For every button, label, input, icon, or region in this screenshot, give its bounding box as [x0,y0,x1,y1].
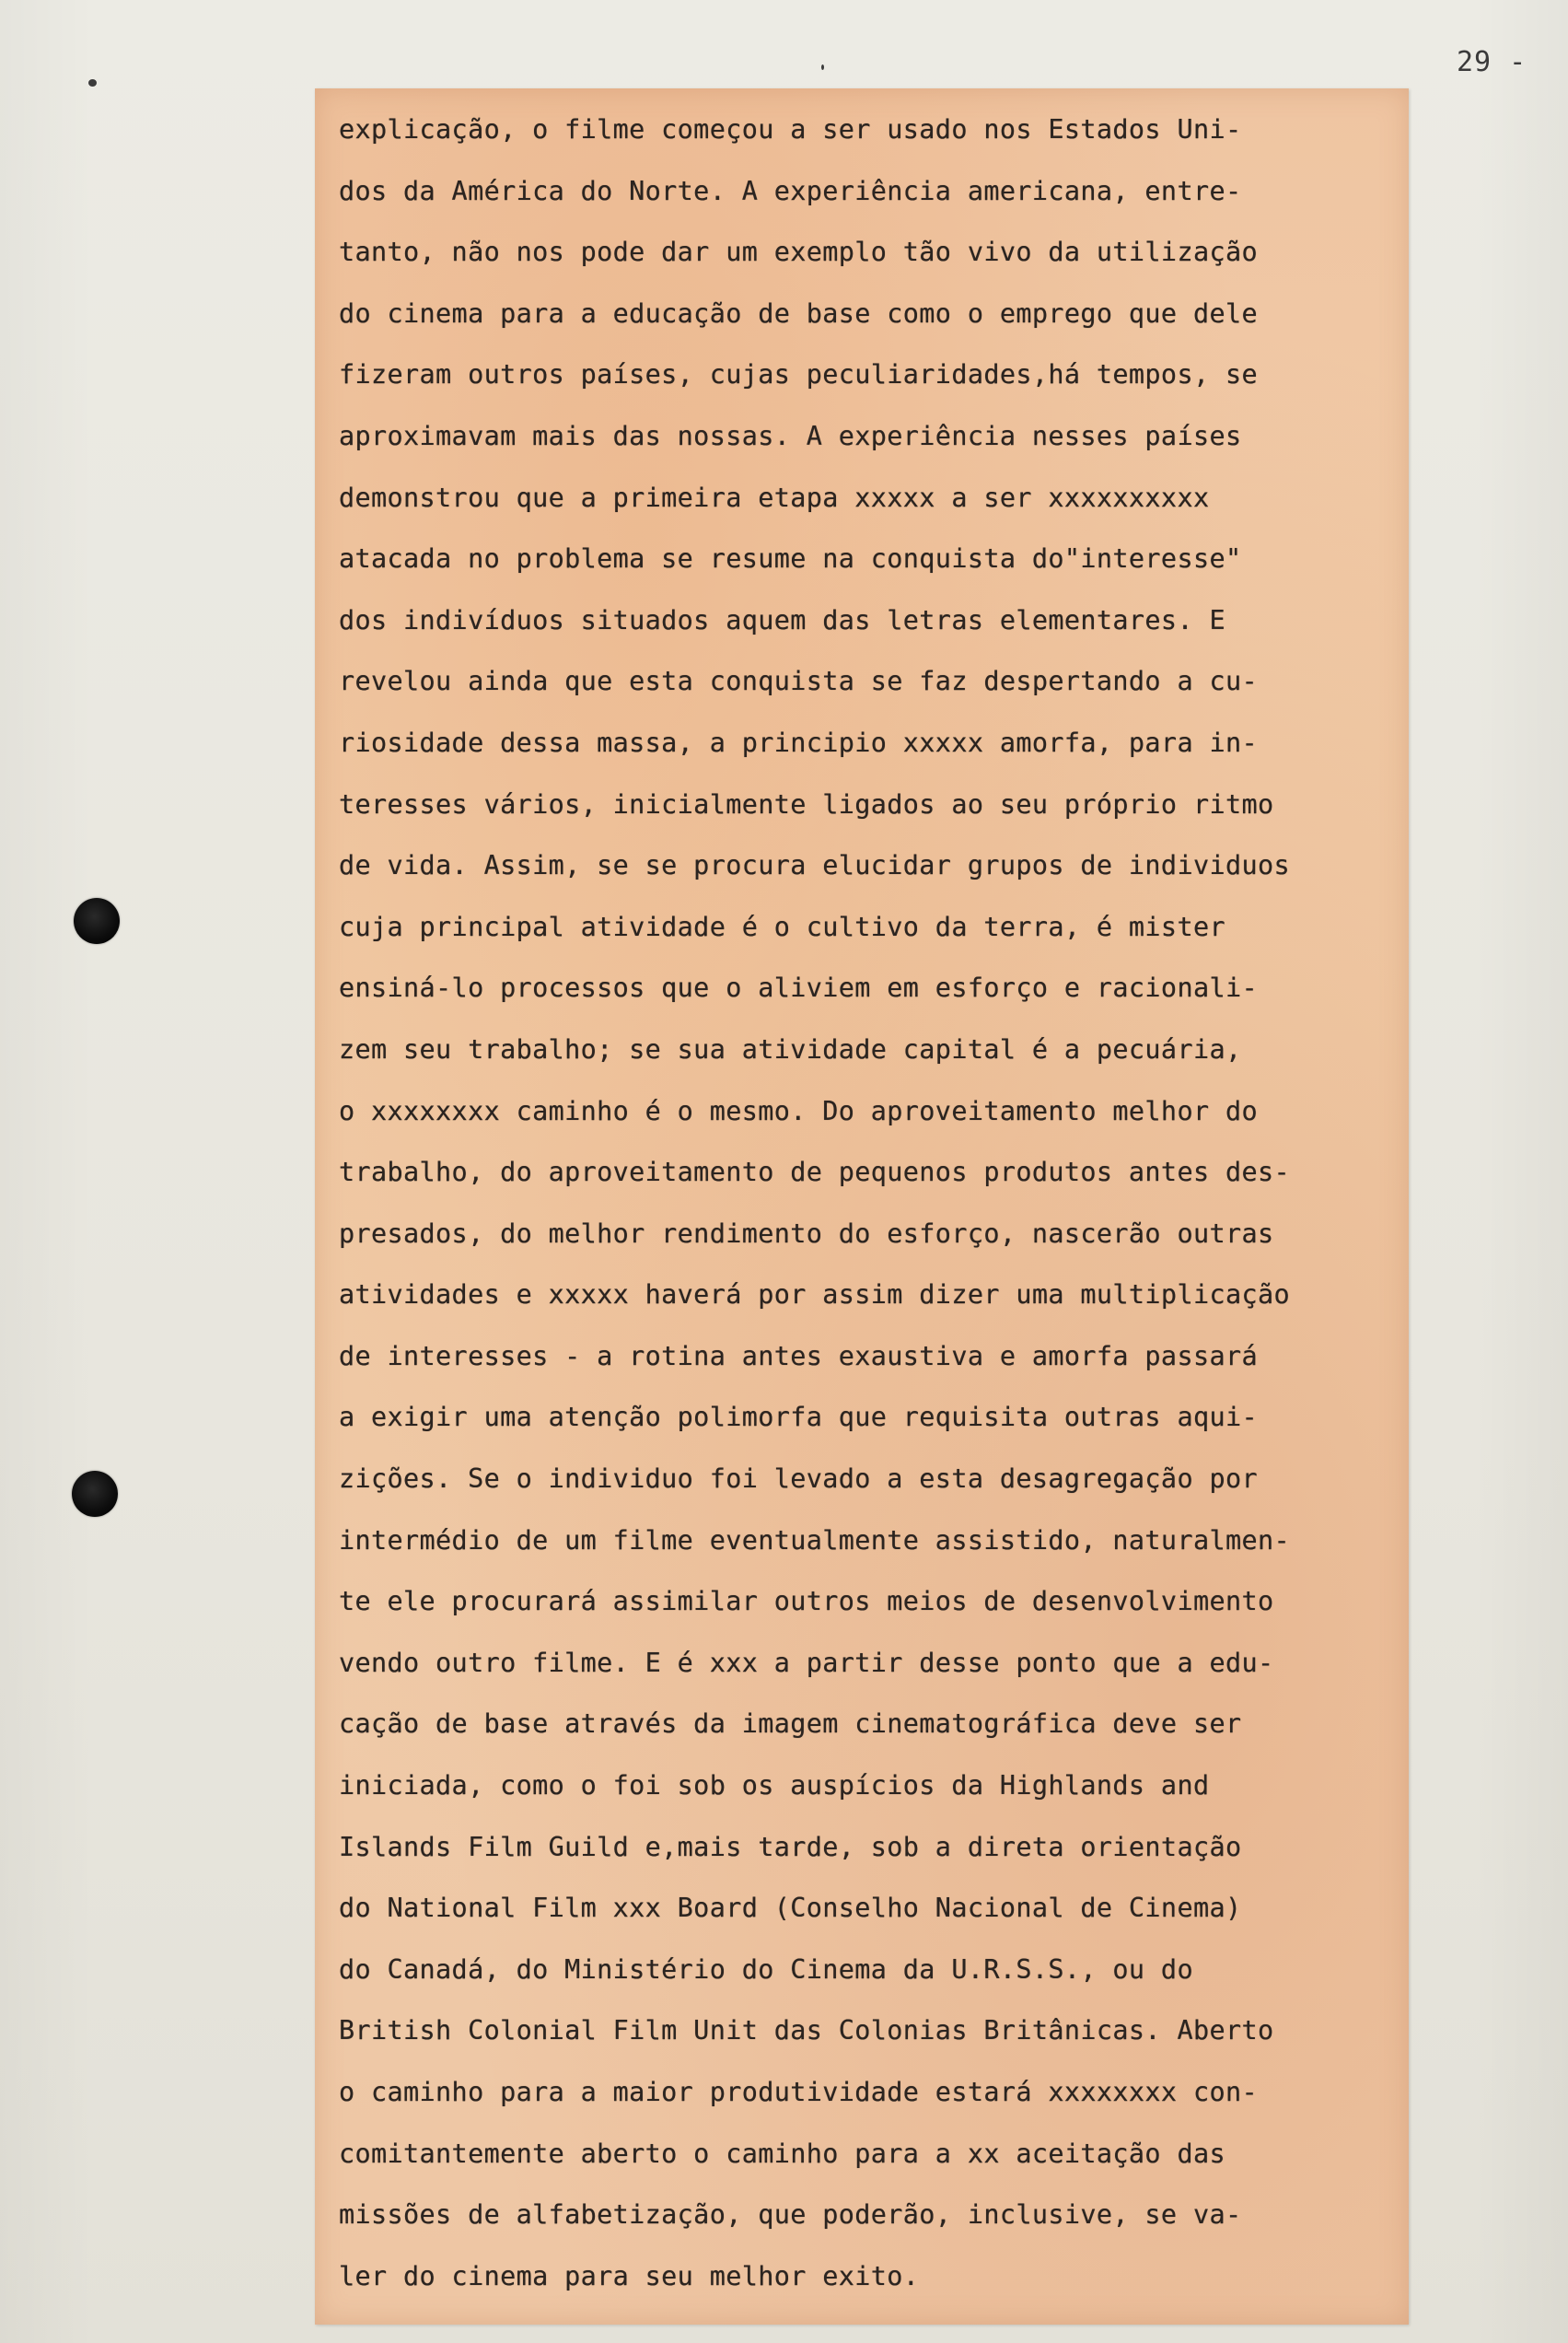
text-line: teresses vários, inicialmente ligados ao seu próprio ritmo [339,788,1274,820]
page-number: 29 - [1457,46,1527,78]
text-line: o caminho para a maior produtividade estará xxxxxxxx con- [339,2077,1258,2107]
text-line: zem seu trabalho; se sua atividade capital é a pecuária, [339,1033,1242,1065]
paper-speck [88,79,97,87]
text-line: iniciada, como o foi sob os auspícios da Highlands and [339,1770,1210,1801]
text-line: te ele procurará assimilar outros meios de desenvolvimento [339,1586,1274,1617]
text-line: riosidade dessa massa, a principio xxxxx amorfa, para in- [339,727,1258,758]
text-line: demonstrou que a primeira etapa xxxxx a ser xxxxxxxxxx [339,482,1210,513]
text-line: cação de base através da imagem cinematográfica deve ser [339,1708,1242,1740]
text-line: Islands Film Guild e,mais tarde, sob a direta orientação [339,1831,1242,1862]
text-line: o xxxxxxxx caminho é o mesmo. Do aproveitamento melhor do [339,1095,1258,1126]
text-line: presados, do melhor rendimento do esforço, nascerão outras [339,1218,1274,1249]
text-line: ler do cinema para seu melhor exito. [339,2260,920,2291]
text-line: comitantemente aberto o caminho para a xx aceitação das [339,2138,1225,2169]
text-line: atividades e xxxxx haverá por assim dizer uma multiplicação [339,1279,1290,1311]
text-line: do cinema para a educação de base como o emprego que dele [339,297,1258,329]
text-line: dos indivíduos situados aquem das letras elementares. E [339,604,1225,635]
punch-hole-lower [72,1471,118,1517]
text-line: explicação, o filme começou a ser usado nos Estados Uni- [339,114,1242,145]
paper-speck [821,64,824,70]
text-line: tanto, não nos pode dar um exemplo tão vivo da utilização [339,237,1258,268]
text-line: atacada no problema se resume na conquista do"interesse" [339,543,1242,575]
text-line: revelou ainda que esta conquista se faz despertando a cu- [339,666,1258,697]
text-line: fizeram outros países, cujas peculiaridades,há tempos, se [339,359,1258,390]
punch-hole-upper [74,898,120,944]
text-line: do Canadá, do Ministério do Cinema da U.R.S.S., ou do [339,1953,1193,1985]
text-line: ensiná-lo processos que o aliviem em esforço e racionali- [339,973,1258,1004]
text-line: dos da América do Norte. A experiência americana, entre- [339,175,1242,206]
text-line: intermédio de um filme eventualmente assistido, naturalmen- [339,1524,1290,1556]
text-line: trabalho, do aproveitamento de pequenos produtos antes des- [339,1157,1290,1188]
text-line: a exigir uma atenção polimorfa que requisita outras aqui- [339,1402,1258,1433]
newspaper-clipping [315,88,1409,2325]
text-line: zições. Se o individuo foi levado a esta desagregação por [339,1463,1258,1495]
clipping-text [339,99,1407,2307]
text-line: de vida. Assim, se se procura elucidar grupos de individuos [339,850,1290,881]
text-line: vendo outro filme. E é xxx a partir desse ponto que a edu- [339,1647,1274,1678]
text-line: cuja principal atividade é o cultivo da terra, é mister [339,911,1225,942]
text-line: aproximavam mais das nossas. A experiência nesses países [339,420,1242,451]
text-line: missões de alfabetização, que poderão, inclusive, se va- [339,2199,1242,2231]
text-line: British Colonial Film Unit das Colonias Britânicas. Aberto [339,2015,1274,2046]
text-line: do National Film xxx Board (Conselho Nacional de Cinema) [339,1893,1242,1924]
text-line: de interesses - a rotina antes exaustiva e amorfa passará [339,1340,1258,1371]
